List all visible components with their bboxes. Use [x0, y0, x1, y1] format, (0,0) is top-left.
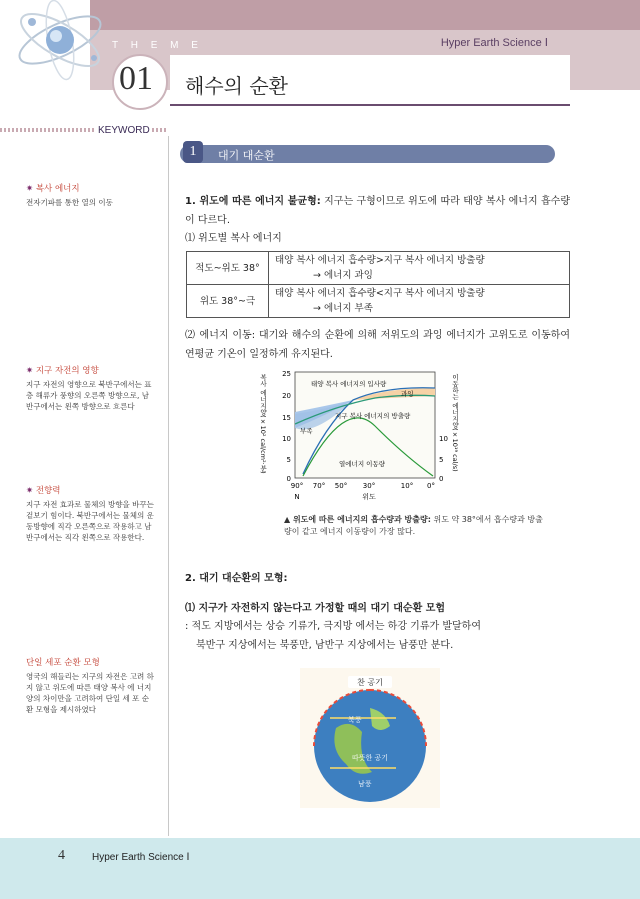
- atom-logo-icon: [2, 0, 112, 90]
- left-tick: 0: [286, 475, 291, 483]
- label-south-wind: 남풍: [358, 780, 372, 788]
- keyword-title: 전향력: [35, 486, 61, 496]
- label-emission: 지구 복사 에너지의 방출량: [335, 412, 411, 420]
- table-row: [187, 285, 570, 318]
- right-axis-label: 이동하는 에너지양(×10¹⁹ cal/s): [451, 374, 459, 472]
- footer-band: [0, 838, 640, 899]
- paragraph-text: : 적도 지방에서는 상승 기류가, 극지방 에서는 하강 기류가 발달하여: [185, 621, 481, 632]
- x-tick: 30°: [362, 482, 376, 490]
- keyword-title: 복사 에너지: [35, 184, 80, 194]
- star-icon: ✷: [26, 184, 34, 194]
- left-tick: 20: [282, 392, 291, 400]
- sub-heading-text: ⑴ 지구가 자전하지 않는다고 가정할 때의 대기 대순환 모험: [185, 603, 446, 614]
- keyword-title: 단일 세포 순환 모형: [26, 658, 100, 668]
- label-north-wind: 북풍: [348, 716, 362, 724]
- paragraph-heading: 1. 위도에 따른 에너지 불균형:: [185, 196, 321, 207]
- left-tick: 5: [286, 456, 291, 464]
- series-title: Hyper Earth Science Ⅰ: [440, 37, 548, 49]
- label-absorption: 태양 복사 에너지의 입사량: [311, 380, 387, 388]
- table-cell-description: [269, 252, 570, 285]
- table-cell-latitude: 위도 38°~극: [187, 285, 269, 318]
- energy-table: [186, 251, 570, 318]
- keyword-item: [26, 658, 156, 715]
- label-cold-air: 찬 공기: [357, 678, 383, 687]
- label-transport: 열에너지 이동량: [339, 460, 386, 468]
- right-tick: 5: [439, 456, 444, 464]
- paragraph-energy-transfer: ⑵ 에너지 이동: 대기와 해수의 순환에 의해 저위도의 과잉 에너지가 고위도로 이동하여 연평균 기온이 일정하게 유지된다.: [185, 330, 570, 360]
- left-tick: 10: [282, 435, 291, 443]
- keyword-text: 지구 자전의 영향으로 북반구에서는 표층 해류가 풍향의 오른쪽 방향으로, 남반구에서는 왼쪽 방향으로 흐른다: [26, 380, 152, 411]
- paragraph-heading: 2. 대기 대순환의 모형:: [185, 573, 288, 584]
- keyword-item: [26, 184, 156, 208]
- sub-heading: ⑴ 위도별 복사 에너지: [185, 233, 282, 244]
- table-cell-result: → 에너지 과잉: [313, 270, 373, 281]
- label-warm-air: 따뜻한 공기: [352, 754, 389, 762]
- table-cell-description: [269, 285, 570, 318]
- paragraph-text: 지구는 구형이므로 위도에 따라 태양 복사 에너지 흡수량이 다르다.: [185, 196, 570, 226]
- keyword-label: KEYWORD: [98, 125, 150, 136]
- keyword-text: 영국의 해들리는 지구의 자전은 고려 하지 않고 위도에 따른 태양 복사 에 너지양의 차이만을 고려하여 단일 세 포 순환 모형을 제시하였다: [26, 672, 154, 714]
- header-band-top: [90, 0, 640, 30]
- keyword-text: 지구 자전 효과로 물체의 방향을 바꾸는 겉보기 힘이다. 북반구에서는 물체의 운동방향에 직각 오른쪽으로 작용하고 남반구에서는 직각 왼쪽으로 작용한다.: [26, 500, 154, 542]
- page-title: 해수의 순환: [185, 74, 288, 98]
- keyword-text: 전자기파를 통한 열의 이동: [26, 198, 113, 207]
- star-icon: ✷: [26, 366, 34, 376]
- title-underline: [170, 104, 570, 106]
- keyword-item: [26, 366, 156, 412]
- x-tick: 10°: [400, 482, 414, 490]
- label-surplus: 과잉: [401, 390, 414, 398]
- left-tick: 25: [282, 370, 291, 378]
- x-tick: 70°: [312, 482, 326, 490]
- circulation-globe: [300, 668, 440, 808]
- graph-caption: [284, 514, 544, 538]
- table-cell-latitude: 적도~위도 38°: [187, 252, 269, 285]
- energy-latitude-graph: [255, 366, 465, 506]
- section-title: 대기 대순환: [218, 149, 275, 162]
- table-row: [187, 252, 570, 285]
- table-cell-line: 태양 복사 에너지 흡수량<지구 복사 에너지 방출량: [275, 288, 485, 299]
- paragraph-energy-imbalance: [185, 192, 570, 230]
- caption-text: 위도 약 38°에서 흡수량과 방출량이 같고 에너지 이동량이 가장 많다.: [284, 515, 543, 536]
- star-icon: ✷: [26, 486, 34, 496]
- right-tick: 10: [439, 435, 448, 443]
- x-axis-label: 위도: [362, 493, 376, 501]
- caption-heading: ▲ 위도에 따른 에너지의 흡수량과 방출량:: [284, 515, 431, 524]
- paragraph-circulation-model: [185, 569, 570, 588]
- footer-title: Hyper Earth Science Ⅰ: [92, 852, 190, 863]
- paragraph-text: 북반구 지상에서는 북풍만, 남반구 지상에서는 남풍만 분다.: [196, 640, 454, 651]
- keyword-item: [26, 486, 156, 543]
- theme-number: 01: [119, 60, 153, 97]
- right-tick: 0: [439, 475, 444, 483]
- theme-label: T H E M E: [112, 40, 203, 51]
- x-tick: 90°: [290, 482, 304, 490]
- table-cell-result: → 에너지 부족: [313, 303, 373, 314]
- page-number: 4: [58, 848, 65, 863]
- sub-heading: [185, 599, 570, 618]
- x-tick: 0°: [427, 482, 435, 490]
- table-cell-line: 태양 복사 에너지 흡수량>지구 복사 에너지 방출량: [275, 255, 485, 266]
- left-tick: 15: [282, 414, 291, 422]
- x-sub-label: N: [294, 493, 300, 501]
- label-deficit: 부족: [300, 427, 313, 435]
- left-axis-label: 복사 에너지양(×10² cal/cm²·분): [259, 374, 267, 474]
- keyword-title: 지구 자전의 영향: [35, 366, 99, 376]
- x-tick: 50°: [334, 482, 348, 490]
- sidebar-divider: [168, 136, 169, 836]
- section-number: 1: [183, 141, 203, 163]
